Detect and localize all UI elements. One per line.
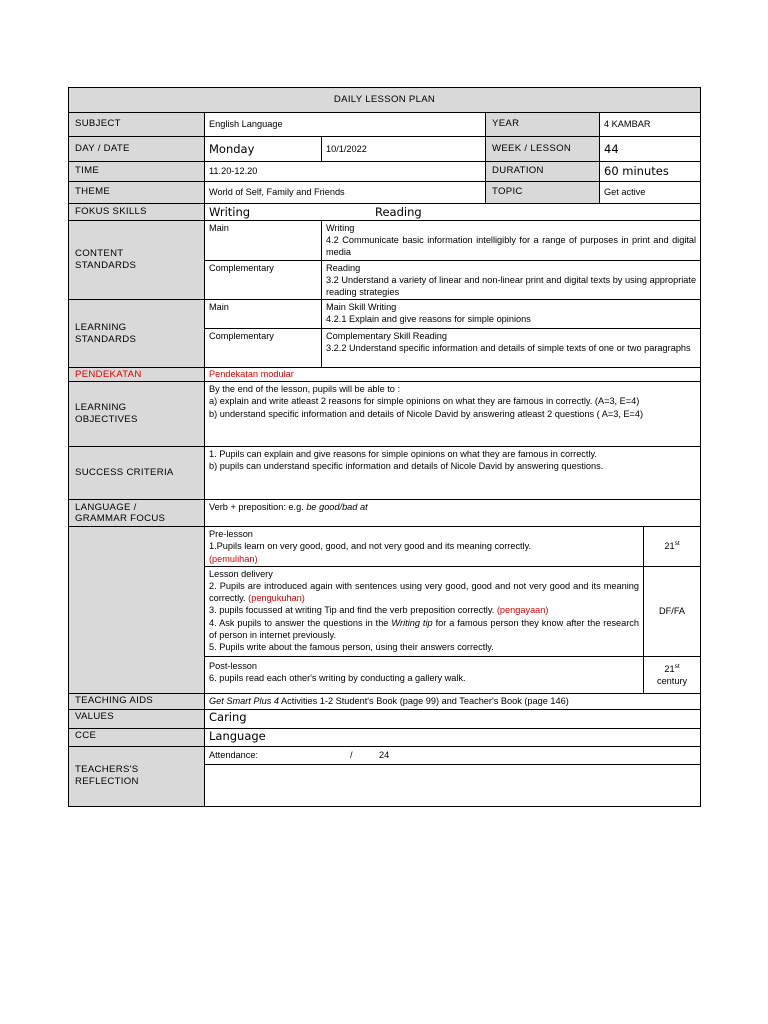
post-lesson-cell	[205, 656, 644, 693]
teaching-aids-book: Get Smart Plus 4	[209, 696, 279, 707]
ls-main-text: 4.2.1 Explain and give reasons for simple opinions	[326, 314, 531, 325]
pre-lesson-cell	[205, 527, 644, 567]
step3-tag: (pengayaan)	[496, 605, 549, 616]
teaching-aids-label: TEACHING AIDS	[69, 693, 205, 709]
criteria-b: b) pupils can understand specific information and details of Nicole David by answering questions.	[209, 461, 604, 472]
ls-comp-text: 3.2.2 Understand specific information and details of simple texts of one or two paragraphs	[326, 343, 691, 354]
duration-label: DURATION	[486, 162, 600, 182]
attendance-slash: /	[350, 750, 353, 761]
ls-comp-cell	[322, 329, 701, 368]
ls-main-cell	[322, 300, 701, 329]
language-focus-label: LANGUAGE / GRAMMAR FOCUS	[69, 500, 205, 527]
pendekatan-value: Pendekatan modular	[205, 368, 701, 382]
cs-comp-skill: Reading	[326, 262, 361, 273]
time-label: TIME	[69, 162, 205, 182]
duration-value: 60 minutes	[600, 162, 701, 182]
reflection-label: TEACHERS'S REFLECTION	[69, 746, 205, 806]
lesson-plan-table	[68, 87, 701, 807]
objectives-intro: By the end of the lesson, pupils will be able to :	[209, 384, 401, 395]
cs-comp-cell	[322, 260, 701, 300]
subject-label: SUBJECT	[69, 113, 205, 137]
content-standards-label: CONTENT STANDARDS	[69, 221, 205, 300]
ls-main-skill: Main Skill Writing	[326, 302, 397, 313]
teaching-aids-rest: Activities 1-2 Student's Book (page 99) and Teacher's Book (page 146)	[281, 696, 569, 707]
pre-lesson-step: 1.Pupils learn on very good, good, and not very good and its meaning correctly.	[209, 541, 532, 552]
step2-tag: (pengukuhan)	[248, 593, 305, 604]
theme-label: THEME	[69, 182, 205, 204]
fokus-skills-value	[205, 204, 701, 221]
cs-main-label: Main	[205, 221, 322, 261]
subject-value: English Language	[205, 113, 486, 137]
year-label: YEAR	[486, 113, 600, 137]
ls-comp-label: Complementary	[205, 329, 322, 368]
language-focus-text: Verb + preposition: e.g.	[209, 502, 304, 513]
pre-lesson-side-num: 21	[664, 541, 675, 552]
lesson-plan-sheet	[68, 87, 700, 807]
lesson-step-2: 2. Pupils are introduced again with sentences using very good, good and not very good and its meaning correctly. (pengukuhan)	[209, 581, 639, 604]
cs-main-skill: Writing	[326, 223, 355, 233]
post-lesson-step: 6. pupils read each other's writing by conducting a gallery walk.	[209, 673, 466, 684]
values-value: Caring	[205, 709, 701, 728]
reflection-notes[interactable]	[205, 764, 701, 806]
topic-value: Get active	[600, 182, 701, 204]
pre-lesson-side-sup: st	[674, 540, 680, 548]
cs-main-cell	[322, 221, 701, 261]
cs-main-text: 4.2 Communicate basic information intelligibly for a range of purposes in print and digital media	[326, 235, 697, 258]
week-lesson-value: 44	[600, 137, 701, 162]
writing-tip: Writing tip	[391, 617, 433, 628]
pre-lesson-heading: Pre-lesson	[209, 529, 253, 540]
main-skill: Writing	[209, 204, 251, 219]
success-criteria-value	[205, 447, 701, 500]
attendance-row	[205, 746, 701, 764]
objective-a: a) explain and write atleast 2 reasons for simple opinions on what they are famous in correctly. (A=3, E=4)	[209, 396, 640, 407]
pendekatan-label: PENDEKATAN	[69, 368, 205, 382]
attendance-total: 24	[379, 750, 390, 761]
day-value: Monday	[205, 137, 322, 162]
fokus-skills-label: FOKUS SKILLS	[69, 204, 205, 221]
post-lesson-side-century: century	[656, 675, 688, 686]
lesson-delivery-side: DF/FA	[644, 566, 701, 656]
values-label: VALUES	[69, 709, 205, 728]
post-lesson-side-sup: st	[674, 662, 680, 670]
lesson-step-5: 5. Pupils write about the famous person, using their answers correctly.	[209, 642, 494, 653]
learning-objectives-value	[205, 382, 701, 447]
lesson-step-4: 4. Ask pupils to answer the questions in the Writing tip for a famous person they know after the research of person in internet previously.	[209, 617, 640, 640]
activities-label-blank	[69, 527, 205, 694]
language-focus-value	[205, 500, 701, 527]
ls-main-label: Main	[205, 300, 322, 329]
post-lesson-side-num: 21	[664, 663, 675, 674]
cce-value: Language	[205, 728, 701, 746]
lesson-delivery-heading: Lesson delivery	[209, 568, 273, 579]
learning-standards-label: LEARNING STANDARDS	[69, 300, 205, 368]
success-criteria-label: SUCCESS CRITERIA	[69, 447, 205, 500]
language-focus-example: be good/bad at	[306, 502, 368, 513]
time-value: 11.20-12.20	[205, 162, 486, 182]
page-title: DAILY LESSON PLAN	[69, 88, 701, 113]
teaching-aids-value	[205, 693, 701, 709]
post-lesson-side	[644, 656, 701, 693]
topic-label: TOPIC	[486, 182, 600, 204]
cs-comp-text: 3.2 Understand a variety of linear and non-linear print and digital texts by using appropriate reading strategies	[326, 274, 697, 298]
cce-label: CCE	[69, 728, 205, 746]
lesson-delivery-cell	[205, 566, 644, 656]
lesson-step-3: 3. pupils focussed at writing Tip and find the verb preposition correctly. (pengayaan)	[209, 605, 549, 616]
year-value: 4 KAMBAR	[600, 113, 701, 137]
post-lesson-heading: Post-lesson	[209, 660, 258, 671]
week-lesson-label: WEEK / LESSON	[486, 137, 600, 162]
theme-value: World of Self, Family and Friends	[205, 182, 486, 204]
learning-objectives-label: LEARNING OBJECTIVES	[69, 382, 205, 447]
cs-comp-label: Complementary	[205, 260, 322, 300]
pre-lesson-side	[644, 527, 701, 567]
criteria-one: 1. Pupils can explain and give reasons for simple opinions on what they are famous in correctly.	[209, 449, 597, 460]
date-value: 10/1/2022	[322, 137, 486, 162]
attendance-label: Attendance:	[209, 750, 259, 761]
objective-b: b) understand specific information and details of Nicole David by answering atleast 2 questions ( A=3, E=4)	[209, 408, 644, 419]
ls-comp-skill: Complementary Skill Reading	[326, 331, 448, 342]
complementary-skill: Reading	[375, 204, 422, 219]
day-date-label: DAY / DATE	[69, 137, 205, 162]
pre-lesson-tag: (pemulihan)	[209, 553, 258, 564]
